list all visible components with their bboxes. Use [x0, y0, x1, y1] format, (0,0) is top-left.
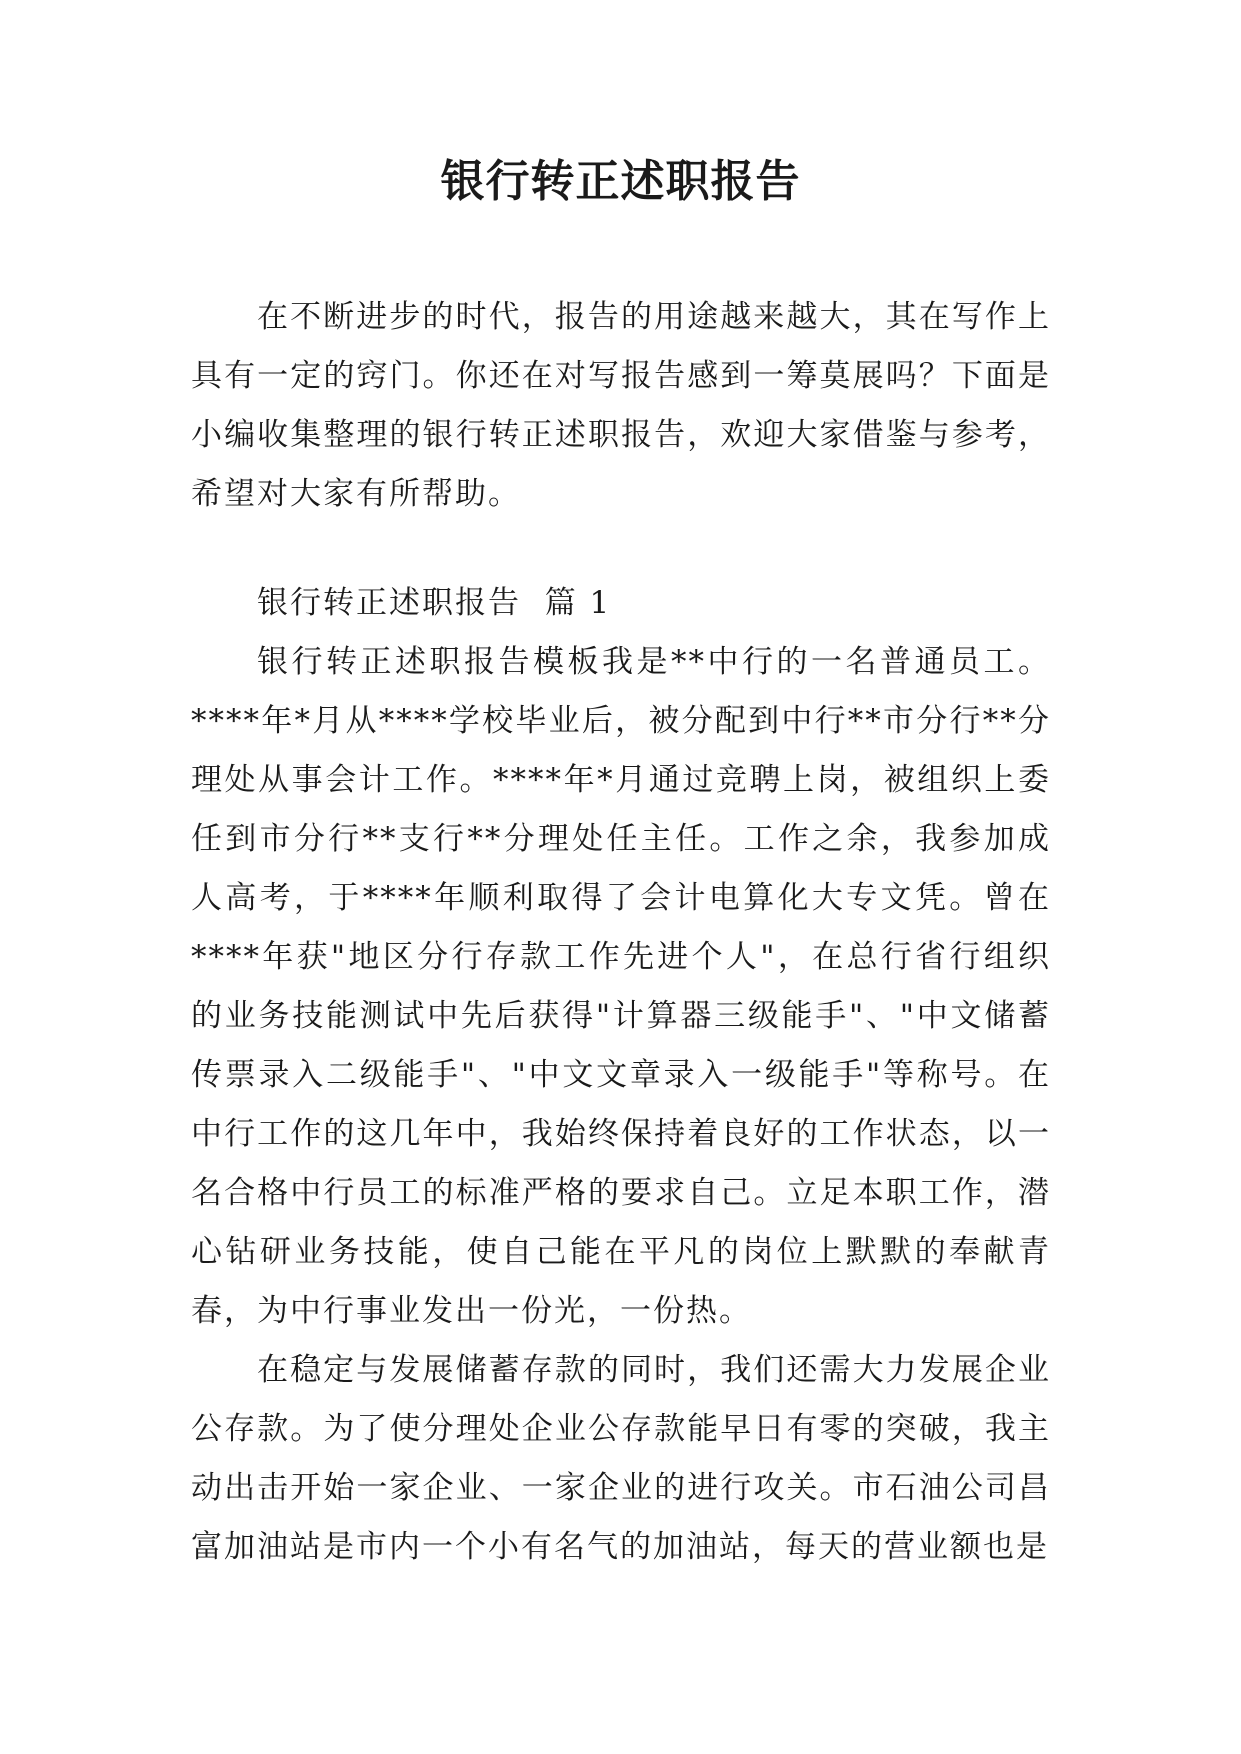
section-heading: 银行转正述职报告 篇 1: [257, 585, 612, 621]
document-title: 银行转正述职报告: [440, 156, 801, 207]
body-paragraph: 在稳定与发展储蓄存款的同时，我们还需大力发展企业公存款。为了使分理处企业公存款能早日有零的突破，我主动出击开始一家企业、一家企业的进行攻关。市石油公司昌富加油站是市内一个小有名气的加油站，每天的营业额也是: [191, 1352, 1051, 1565]
intro-paragraph: 在不断进步的时代，报告的用途越来越大，其在写作上具有一定的窍门。你还在对写报告感到一筹莫展吗？下面是小编收集整理的银行转正述职报告，欢迎大家借鉴与参考，希望对大家有所帮助。: [191, 299, 1051, 512]
body-paragraph: 银行转正述职报告模板我是**中行的一名普通员工。****年*月从****学校毕业后，被分配到中行**市分行**分理处从事会计工作。****年*月通过竞聘上岗，被组织上委任到市分行**支行**分理处任主任。工作之余，我参加成人高考，于****年顺利取得了会计电算化大专文凭。曾在****年获"地区分行存款工作先进个人"，在总行省行组织的业务技能测试中先后获得"计算器三级能手"、"中文储蓄传票录入二级能手"、"中文文章录入一级能手"等称号。在中行工作的这几年中，我始终保持着良好的工作状态，以一名合格中行员工的标准严格的要求自己。立足本职工作，潜心钻研业务技能，使自己能在平凡的岗位上默默的奉献青春，为中行事业发出一份光，一份热。: [191, 644, 1051, 1329]
main-body: [191, 633, 1051, 1577]
intro-section: [191, 288, 1051, 524]
